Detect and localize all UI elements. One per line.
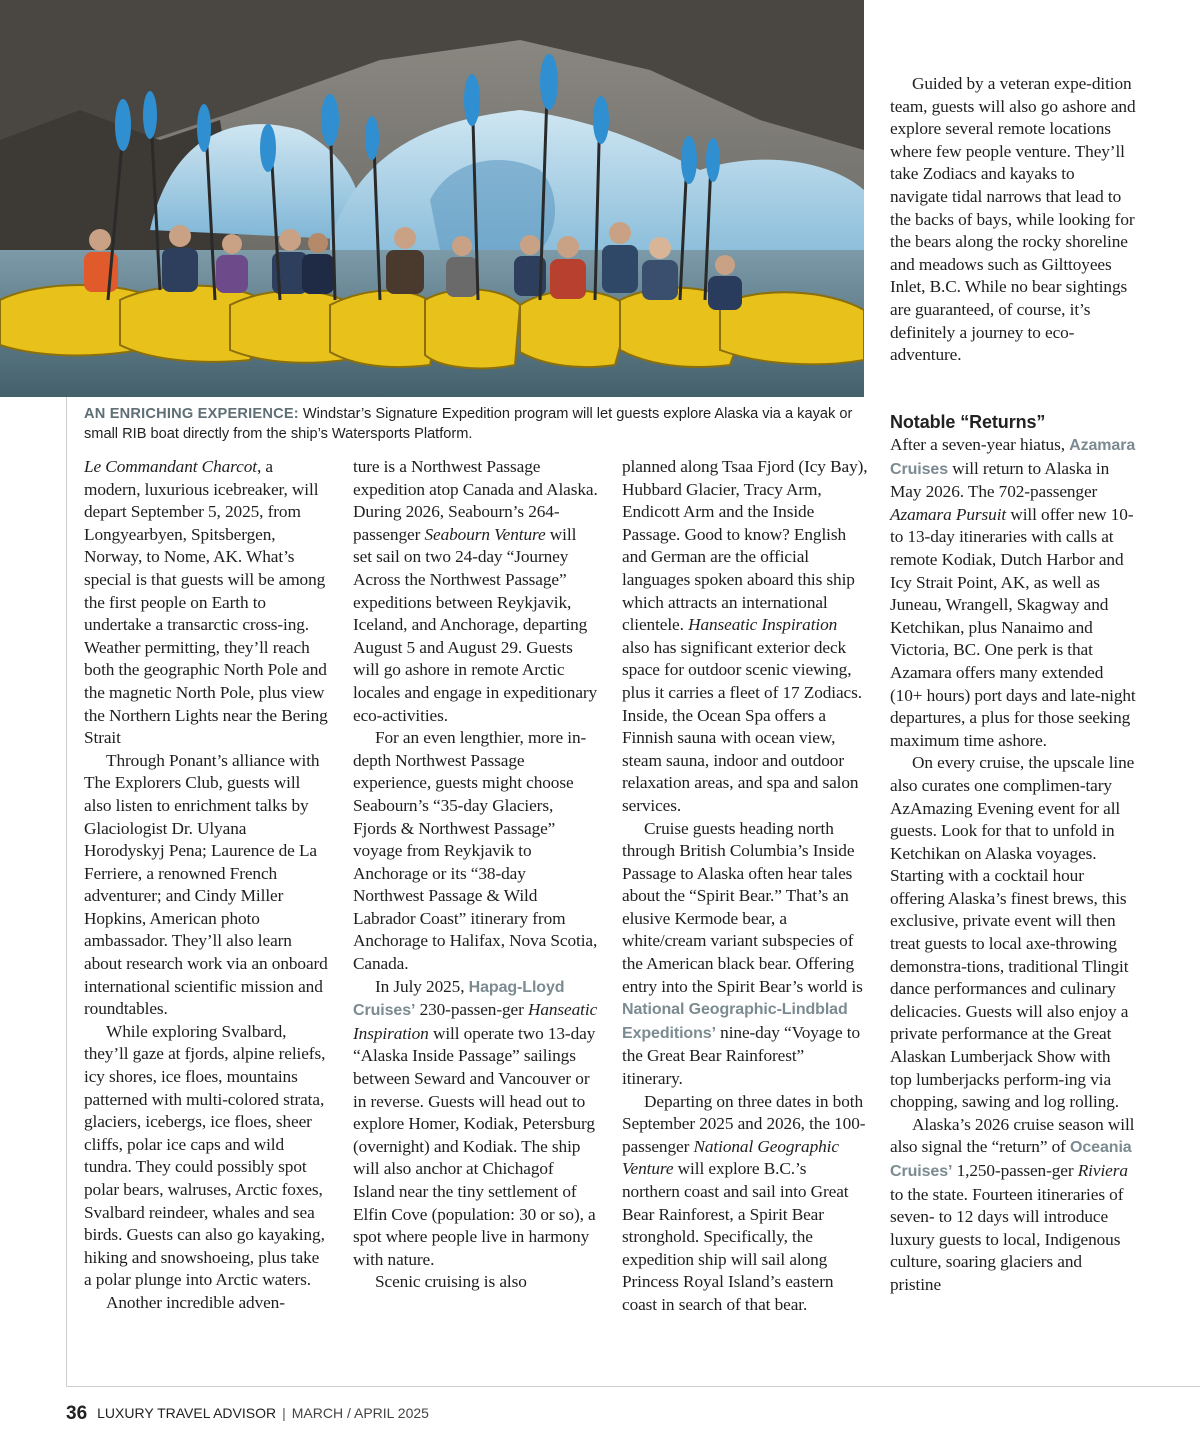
col1-paragraph-4: Another incredible adven-: [106, 1292, 285, 1312]
ship-name: Le Commandant Charcot: [84, 457, 257, 476]
col3-p3a: Departing on three dates in both September 2025 and 2026, the 100-passenger: [622, 1091, 866, 1156]
footer-separator: |: [282, 1405, 286, 1421]
col4-paragraph-2: [890, 434, 1136, 752]
col4-paragraph-3: On every cruise, the upscale line also curates one complimen-tary AzAmazing Evening event for all guests. Look for that to unfold in Ketchikan on Alaska voyages. Starting with a cocktail hour offering Alaska’s finest brews, this exclusive, private event will then treat guests to local axe-throwing demonstra-tions, traditional Tlingit dance performances and culinary delicacies. Guests will also enjoy a private performance at the Great Alaskan Lumberjack Show with top lumberjacks perform-ing via chopping, sawing and log rolling.: [890, 753, 1135, 1112]
left-divider: [66, 397, 67, 1387]
cruise-line-name: National Geographic-Lindblad Expeditions’: [622, 1001, 848, 1042]
article-column-1: [84, 456, 330, 1315]
col3-p1a: planned along Tsaa Fjord (Icy Bay), Hubbard Glacier, Tracy Arm, Endicott Arm and the Inside Passage. Good to know? English and German are the official languages spoken aboard this ship which attracts an international clientele.: [622, 457, 868, 635]
ship-name: Azamara Pursuit: [890, 504, 1007, 524]
col2-paragraph-2: For an even lengthier, more in-depth Northwest Passage experience, guests might choose Seabourn’s “35-day Glaciers, Fjords & Northwest Passage” voyage from Reykjavik to Anchorage or its “38-day Northwest Passage & Wild Labrador Coast” itinerary from Anchorage to Halifax, Nova Scotia, Canada.: [353, 728, 598, 974]
col3-p1b: also has significant exterior deck space for outdoor scenic viewing, plus it carries a fleet of 17 Zodiacs. Inside, the Ocean Spa offers a Finnish sauna with ocean view, steam sauna, indoor and outdoor relaxation areas, and spa and salon services.: [622, 637, 862, 815]
article-column-4-top: [890, 73, 1136, 367]
caption-lead: AN ENRICHING EXPERIENCE:: [84, 406, 299, 422]
col3-p3b: will explore B.C.’s northern coast and sail into Great Bear Rainforest, a Spirit Bear stronghold. Specifically, the expedition ship will sail along Princess Royal Island’s eastern coast in search of that bear.: [622, 1159, 849, 1314]
col4-p2c: will offer new 10- to 13-day itineraries with calls at remote Kodiak, Dutch Harbor and Icy Strait Point, AK, as well as Juneau, Wrangell, Skagway and Ketchikan, plus Nanaimo and Victoria, BC. One perk is that Azamara offers many extended (10+ hours) port days and late-night departures, a plus for those seeking maximum time ashore.: [890, 504, 1136, 750]
col2-paragraph-4: Scenic cruising is also: [375, 1272, 527, 1292]
col4-p4b: 1,250-passen-ger: [952, 1161, 1078, 1180]
col3-paragraph-3: [622, 1091, 868, 1317]
article-column-2: [353, 456, 599, 1294]
page-number: 36: [66, 1403, 88, 1424]
col3-paragraph-1: [622, 456, 868, 818]
col2-paragraph-1: [353, 456, 599, 727]
photo-illustration: [0, 0, 864, 397]
ship-name: Seabourn Venture: [424, 524, 546, 544]
col3-paragraph-2: [622, 818, 868, 1091]
ship-name: Hanseatic Inspiration: [688, 615, 838, 635]
article-column-4: [890, 410, 1136, 1297]
cruise-line-name: Azamara Cruises: [890, 437, 1136, 478]
article-column-3: [622, 456, 868, 1317]
col2-p1b: will set sail on two 24-day “Journey Across the Northwest Passage” expeditions between Reykjavik, Iceland, and Anchorage, departing August 5 and August 29. Guests will go ashore in remote Arctic locales and engage in expeditionary eco-activities.: [353, 524, 598, 725]
publication-name: LUXURY TRAVEL ADVISOR: [97, 1405, 277, 1421]
footer-divider: [66, 1386, 1200, 1387]
cruise-line-name: Oceania Cruises’: [890, 1139, 1132, 1180]
kayak-group-photo: [0, 0, 864, 397]
col2-p3a: In July 2025,: [375, 976, 469, 996]
col1-paragraph-1: [84, 456, 330, 750]
col2-p3c: will operate two 13-day “Alaska Inside Passage” sailings between Seward and Vancouver or in reverse. Guests will head out to explore Homer, Kodiak, Petersburg (overnight) and Kodiak. The ship will also anchor at Chichagof Island near the tiny settlement of Elfin Cove (population: 30 or so), a spot where people live in harmony with nature.: [353, 1023, 596, 1269]
col1-paragraph-3: While exploring Svalbard, they’ll gaze at fjords, alpine reliefs, icy shores, ice floes, mountains patterned with multi-colored strata, glaciers, icebergs, ice floes, sheer cliffs, polar ice caps and wild tundra. They could possibly spot polar bears, walruses, Arctic foxes, Svalbard reindeer, whales and sea birds. Guests can also go kayaking, hiking and snowshoeing, plus take a polar plunge into Arctic waters.: [84, 1021, 326, 1290]
ship-name: Riviera: [1077, 1161, 1128, 1180]
cruise-line-name: Hapag-Lloyd Cruises’: [353, 978, 565, 1020]
ship-name: Hanseatic Inspiration: [353, 1000, 598, 1043]
col1-paragraph-2: Through Ponant’s alliance with The Explorers Club, guests will also listen to enrichment talks by Glaciologist Dr. Ulyana Horodyskyj Pena; Laurence de La Ferriere, a renowned French adventurer; and Cindy Miller Hopkins, American photo ambassador. They’ll also learn about research work via an onboard international scientific mission and roundtables.: [84, 750, 328, 1019]
col4-p2a: After a seven-year hiatus,: [890, 435, 1070, 454]
col4-p4a: Alaska’s 2026 cruise season will also signal the “return” of: [890, 1114, 1135, 1157]
issue-date: MARCH / APRIL 2025: [291, 1405, 429, 1421]
caption-text: Windstar’s Signature Expedition program will let guests explore Alaska via a kayak or small RIB boat directly from the ship’s Watersports Platform.: [84, 406, 853, 442]
col4-p4c: to the state. Fourteen itineraries of seven- to 12 days will introduce luxury guests to local, Indigenous culture, soaring glaciers and pristine: [890, 1184, 1124, 1294]
col4-p2b: will return to Alaska in May 2026. The 702-passenger: [890, 458, 1110, 502]
col2-p1a: ture is a Northwest Passage expedition atop Canada and Alaska. During 2026, Seabourn’s 264-passenger: [353, 457, 598, 544]
col2-paragraph-3: [353, 976, 599, 1272]
col1-p1-text: , a modern, luxurious icebreaker, will depart September 5, 2025, from Longyearbyen, Spitsbergen, Norway, to Nome, AK. What’s special is that guests will be among the first people on Earth to undertake a transarctic cross-ing. Weather permitting, they’ll reach both the geographic North Pole and the magnetic North Pole, plus view the Northern Lights near the Bering Strait: [84, 457, 328, 748]
col3-p2b: nine-day “Voyage to the Great Bear Rainforest” itinerary.: [622, 1022, 860, 1089]
col3-p2a: Cruise guests heading north through British Columbia’s Inside Passage to Alaska often hear tales about the “Spirit Bear.” That’s an elusive Kermode bear, a white/cream variant subspecies of the American black bear. Offering entry into the Spirit Bear’s world is: [622, 818, 863, 996]
photo-caption: [84, 404, 854, 444]
col4-paragraph-4: [890, 1114, 1136, 1297]
col4-paragraph-1: Guided by a veteran expe-dition team, guests will also go ashore and explore several remote locations where few people venture. They’ll take Zodiacs and kayaks to navigate tidal narrows that lead to the backs of bays, while looking for the bears along the rocky shoreline and meadows such as Gilttoyees Inlet, B.C. While no bear sightings are guaranteed, of course, it’s definitely a journey to eco-adventure.: [890, 74, 1136, 365]
col2-p3b: 230-passen-ger: [415, 1000, 528, 1020]
section-subhead: Notable “Returns”: [890, 412, 1046, 432]
ship-name: National Geographic Venture: [622, 1136, 839, 1179]
page-footer: [66, 1403, 429, 1425]
